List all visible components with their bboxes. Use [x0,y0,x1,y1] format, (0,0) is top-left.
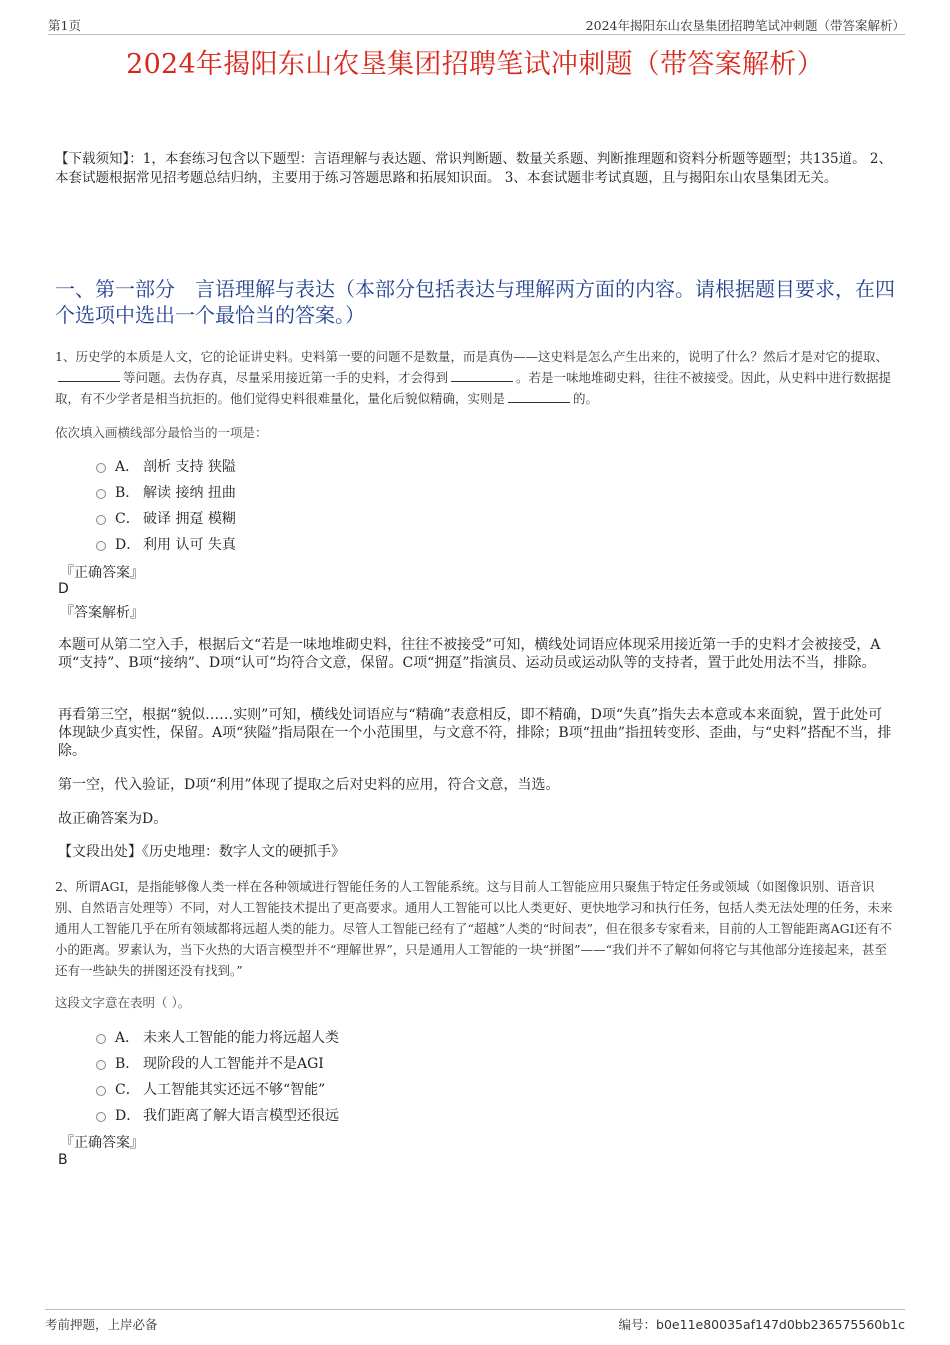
analysis-paragraph: 第一空，代入验证，D项“利用”体现了提取之后对史料的应用，符合文意，当选。 [58,777,560,793]
option-b[interactable] [96,479,236,505]
radio-icon[interactable] [96,489,106,499]
option-a[interactable] [96,1024,339,1050]
analysis-paragraph: 本题可从第二空入手，根据后文“若是一味地堆砌史料，往往不被接受”可知，横线处词语应体现采用接近第一手的史料才会被接受，A项“支持”、B项“接纳”、D项“认可”均符合文意，保留。C项“拥趸”指演员、运动员或运动队等的支持者，置于此处用法不当，排除。 [58,637,881,671]
option-a[interactable] [96,453,236,479]
header-doc-title: 2024年揭阳东山农垦集团招聘笔试冲刺题（带答案解析） [585,18,905,33]
passage-source: 【文段出处】《历史地理：数字人文的硬抓手》 [58,844,345,860]
option-text: 破译 拥趸 模糊 [143,511,236,527]
option-b[interactable] [96,1050,339,1076]
question-1-text-part: 等问题。去伪存真，尽量采用接近第一手的史料，才会得到 [123,370,449,385]
option-key: A． [115,1030,140,1046]
download-notice: 【下载须知】：1，本套练习包含以下题型：言语理解与表达题、常识判断题、数量关系题、判断推理题和资料分析题等题型；共135道。 2、本套试题根据常见招考题总结归纳，主要用于练习答题思路和拓展知识面。 3、本套试题非考试真题，且与揭阳东山农垦集团无关。 [55,151,892,186]
option-key: B． [115,485,140,501]
option-text: 剖析 支持 狭隘 [143,459,236,475]
option-key: C． [115,511,140,527]
question-1-prompt: 依次填入画横线部分最恰当的一项是： [55,425,268,440]
option-c[interactable] [96,1076,339,1102]
question-1-text [55,346,895,409]
option-key: C． [115,1082,140,1098]
fill-blank [508,390,570,403]
code-value: b0e11e80035af147d0bb236575560b1c [656,1317,905,1332]
answer-value: B [58,1152,68,1168]
radio-icon[interactable] [96,1034,106,1044]
answer-label: 『正确答案』 [60,1135,144,1151]
fill-blank [58,369,120,382]
radio-icon[interactable] [96,541,106,551]
option-text: 现阶段的人工智能并不是AGI [143,1056,324,1072]
option-d[interactable] [96,531,236,557]
radio-icon[interactable] [96,1060,106,1070]
analysis-paragraph: 再看第三空，根据“貌似……实则”可知，横线处词语应与“精确”表意相反，即不精确，D项“失真”指失去本意或本来面貌，置于此处可体现缺少真实性，保留。A项“狭隘”指局限在一个小范围里，与文意不符，排除；B项“扭曲”指扭转变形、歪曲，与“史料”搭配不当，排除。 [58,707,892,759]
radio-icon[interactable] [96,1112,106,1122]
option-key: B． [115,1056,140,1072]
question-1-options [96,453,236,557]
radio-icon[interactable] [96,463,106,473]
question-1-text-part: 。若是一味地堆砌史料，往往不被接受。因此，从史料中进行数据提取，有不少学者是相当抗拒的。他们觉得史料很难量化，量化后貌似精确，实则是 [55,370,892,406]
fill-blank [451,369,513,382]
option-text: 利用 认可 失真 [143,537,236,553]
code-label: 编号： [618,1317,657,1332]
question-2-options [96,1024,339,1128]
question-2-text: 2、所谓AGI，是指能够像人类一样在各种领域进行智能任务的人工智能系统。这与目前人工智能应用只聚焦于特定任务或领域（如图像识别、语音识别、自然语言处理等）不同，对人工智能技术提出了更高要求。通用人工智能可以比人类更好、更快地学习和执行任务，包括人类无法处理的任务，未来通用人工智能几乎在所有领域都将远超人类的能力。尽管人工智能已经有了“超越”人类的“时间表”，但在很多专家看来，目前的人工智能距离AGI还有不小的距离。罗素认为，当下火热的大语言模型并不“理解世界”，只是通用人工智能的一块“拼图”——“我们并不了解如何将它与其他部分连接起来，甚至还有一些缺失的拼图还没有找到。” [55,879,893,978]
option-text: 人工智能其实还远不够“智能” [143,1082,326,1098]
answer-label: 『正确答案』 [60,565,144,581]
analysis-label: 『答案解析』 [60,605,144,621]
question-2-prompt: 这段文字意在表明（ ）。 [55,995,191,1010]
option-key: D． [115,1108,141,1124]
option-text: 我们距离了解大语言模型还很远 [143,1108,339,1124]
option-key: A． [115,459,140,475]
radio-icon[interactable] [96,515,106,525]
question-1-text-part: 1、历史学的本质是人文，它的论证讲史料。史料第一要的问题不是数量，而是真伪——这史料是怎么产生出来的，说明了什么？然后才是对它的提取、 [55,349,888,364]
answer-value: D [58,581,69,597]
option-d[interactable] [96,1102,339,1128]
section-title: 一、第一部分 言语理解与表达（本部分包括表达与理解两方面的内容。请根据题目要求，在四个选项中选出一个最恰当的答案。） [55,277,895,327]
option-text: 解读 接纳 扭曲 [143,485,236,501]
analysis-paragraph: 故正确答案为D。 [58,811,168,827]
option-c[interactable] [96,505,236,531]
radio-icon[interactable] [96,1086,106,1096]
option-text: 未来人工智能的能力将远超人类 [143,1030,339,1046]
page-number: 第1页 [48,18,81,33]
document-code [619,1315,905,1333]
option-key: D． [115,537,141,553]
page-footer [45,1309,905,1332]
page-header [48,14,905,35]
footer-slogan: 考前押题，上岸必备 [45,1317,158,1332]
question-1-text-part: 的。 [573,391,599,406]
document-title: 2024年揭阳东山农垦集团招聘笔试冲刺题（带答案解析） [126,49,824,80]
